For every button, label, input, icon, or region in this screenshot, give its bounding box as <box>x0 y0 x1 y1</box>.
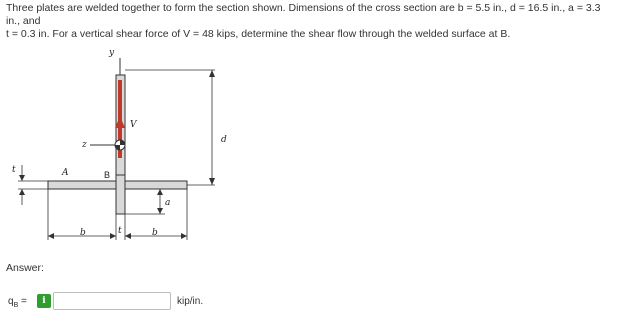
answer-heading: Answer: <box>6 262 44 274</box>
a-arrow-top <box>157 189 163 195</box>
t-left-arrowhead-top <box>19 175 25 181</box>
b-left-arrow-right <box>110 233 116 239</box>
a-arrow-bottom <box>157 208 163 214</box>
b-right-arrow-right <box>181 233 187 239</box>
point-a-label: A <box>62 168 69 178</box>
t-left-arrowhead-bottom <box>19 189 25 195</box>
b-left-arrow-left <box>48 233 54 239</box>
answer-row <box>6 291 306 313</box>
shear-flow-answer-input[interactable] <box>53 292 171 310</box>
y-axis-label: y <box>109 48 115 58</box>
stem-plate-lower <box>116 175 125 214</box>
units-label: kip/in. <box>177 296 204 307</box>
b-right-dimension-label: b <box>152 228 158 238</box>
b-right-arrow-left <box>125 233 131 239</box>
answer-field-label <box>8 296 27 309</box>
answer-field-symbol: q <box>8 296 14 307</box>
info-icon[interactable]: i <box>37 294 51 308</box>
t-bottom-dimension-label: t <box>118 226 122 236</box>
cross-section-figure <box>0 40 627 250</box>
answer-equals-sign: = <box>21 296 27 307</box>
problem-line-1: Three plates are welded together to form the section shown. Dimensions of the cross section are b = 5.5 in., d = 16.5 in., a = 3.3 in., and <box>6 2 601 27</box>
problem-statement <box>6 2 616 41</box>
d-arrow-bottom <box>209 178 215 185</box>
d-arrow-top <box>209 70 215 77</box>
z-axis-label: z <box>82 140 87 150</box>
cross-section-diagram <box>0 40 627 250</box>
b-left-dimension-label: b <box>80 228 86 238</box>
problem-line-2: t = 0.3 in. For a vertical shear force of V = 48 kips, determine the shear flow through the welded surface at B. <box>6 28 511 40</box>
d-dimension-label: d <box>221 135 227 145</box>
answer-field-subscript: B <box>13 302 19 309</box>
shear-force-label: V <box>130 120 137 130</box>
weld-point-b-label: B <box>104 170 111 180</box>
a-dimension-label: a <box>165 198 171 208</box>
t-left-dimension-label: t <box>12 165 16 175</box>
